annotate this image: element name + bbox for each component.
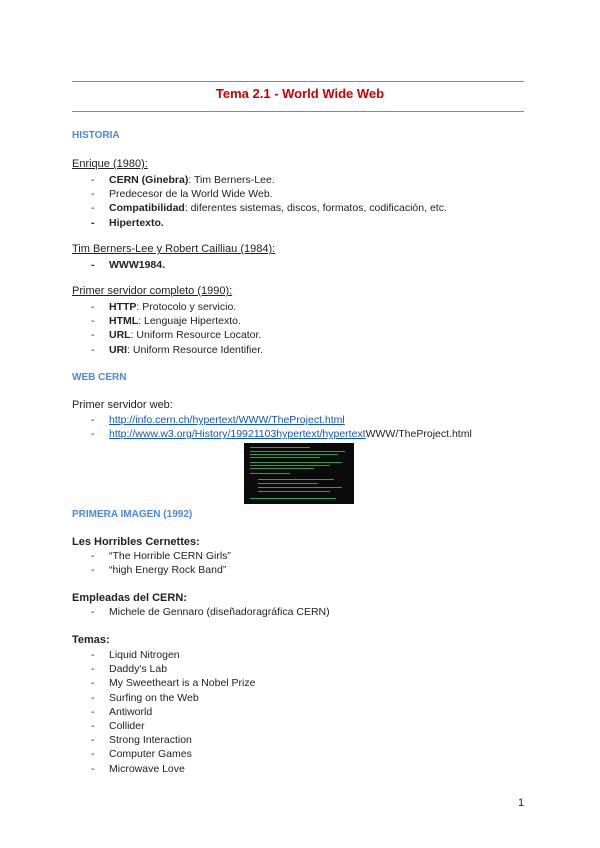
webcern-links — [0, 413, 472, 441]
list-item: - “The Horrible CERN Girls” — [0, 549, 231, 563]
list-item: - URI: Uniform Resource Identifier. — [0, 343, 263, 357]
link-info-cern[interactable]: http://info.cern.ch/hypertext/WWW/TheProject.html — [109, 414, 345, 426]
list-item: - Hipertexto. — [0, 216, 447, 230]
enrique-label: Enrique (1980): — [72, 158, 148, 170]
list-item: - http://www.w3.org/History/19921103hypertext/hypertextWWW/TheProject.html — [0, 427, 472, 441]
servidor-label: Primer servidor completo (1990): — [72, 285, 233, 297]
temas-label: Temas: — [72, 634, 110, 646]
page-number: 1 — [518, 797, 525, 809]
list-item: - Predecesor de la World Wide Web. — [0, 187, 447, 201]
link-w3-history[interactable]: http://www.w3.org/History/19921103hypertext/hypertext — [109, 428, 366, 441]
horribles-list — [0, 549, 231, 577]
list-item — [0, 413, 472, 427]
servidor-web-label: Primer servidor web: — [72, 399, 173, 411]
list-item: - Michele de Gennaro (diseñadoragráfica CERN) — [0, 605, 330, 619]
list-item: - Antiworld — [0, 705, 255, 719]
list-item: - Microwave Love — [0, 762, 255, 776]
list-item: - URL: Uniform Resource Locator. — [0, 328, 263, 342]
section-historia-heading: HISTORIA — [72, 130, 120, 141]
enrique-list — [0, 173, 447, 230]
horribles-label: Les Horribles Cernettes: — [72, 536, 200, 548]
list-item: - HTML: Lenguaje Hipertexto. — [0, 314, 263, 328]
section-primera-imagen-heading: PRIMERA IMAGEN (1992) — [72, 509, 193, 520]
list-item: - HTTP: Protocolo y servicio. — [0, 300, 263, 314]
title-rule — [72, 111, 524, 112]
list-item: - Liquid Nitrogen — [0, 648, 255, 662]
list-item: - Computer Games — [0, 747, 255, 761]
empleadas-label: Empleadas del CERN: — [72, 592, 187, 604]
temas-list — [0, 648, 255, 776]
tim-list — [0, 258, 165, 272]
list-item: - “high Energy Rock Band” — [0, 563, 231, 577]
empleadas-list — [0, 605, 330, 619]
list-item: - WWW1984. — [0, 258, 165, 272]
list-item: - Collider — [0, 719, 255, 733]
list-item: - CERN (Ginebra): Tim Berners-Lee. — [0, 173, 447, 187]
list-item: - My Sweetheart is a Nobel Prize — [0, 676, 255, 690]
tim-label: Tim Berners-Lee y Robert Cailliau (1984): — [72, 243, 276, 255]
list-item: - Compatibilidad: diferentes sistemas, discos, formatos, codificación, etc. — [0, 201, 447, 215]
list-item: - Daddy's Lab — [0, 662, 255, 676]
list-item: - Surfing on the Web — [0, 691, 255, 705]
screenshot-image — [244, 443, 354, 504]
page-title: Tema 2.1 - World Wide Web — [215, 86, 385, 101]
list-item: - Strong Interaction — [0, 733, 255, 747]
top-rule — [72, 81, 524, 82]
servidor-list — [0, 300, 263, 357]
section-webcern-heading: WEB CERN — [72, 372, 127, 383]
